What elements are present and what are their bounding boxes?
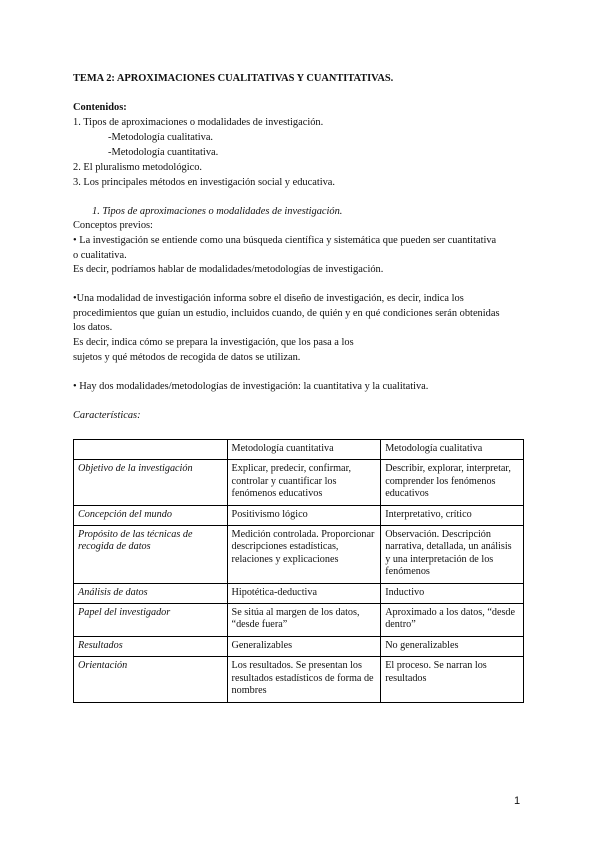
paragraph-line: los datos.: [73, 322, 113, 333]
row-label-cell: Papel del investigador: [74, 604, 228, 637]
table-header-cell: Metodología cuantitativa: [227, 440, 381, 460]
table-row: [74, 460, 524, 505]
paragraph-line: sujetos y qué métodos de recogida de datos se utilizan.: [73, 352, 301, 363]
table-header-row: [74, 440, 524, 460]
comparison-table: [73, 439, 524, 703]
table-row: [74, 583, 524, 603]
contents-item: 2. El pluralismo metodológico.: [73, 162, 203, 173]
row-label-cell: Análisis de datos: [74, 583, 228, 603]
qualitative-cell: Aproximado a los datos, “desde dentro”: [381, 604, 524, 637]
table-header-cell: Metodología cualitativa: [381, 440, 524, 460]
table-row: [74, 505, 524, 525]
row-label-cell: Orientación: [74, 657, 228, 702]
paragraph-line: •Una modalidad de investigación informa sobre el diseño de investigación, es decir, indica los: [73, 293, 464, 304]
contents-item: 3. Los principales métodos en investigación social y educativa.: [73, 177, 336, 188]
paragraph-line: • Hay dos modalidades/metodologías de investigación: la cuantitativa y la cualitativa.: [73, 381, 429, 392]
paragraph-line: • La investigación se entiende como una búsqueda científica y sistemática que pueden ser cuantitativa: [73, 235, 497, 246]
section-heading: 1. Tipos de aproximaciones o modalidades de investigación.: [92, 206, 343, 217]
table-row: [74, 604, 524, 637]
qualitative-cell: Describir, explorar, interpretar, comprender los fenómenos educativos: [381, 460, 524, 505]
paragraph-line: procedimientos que guían un estudio, incluidos cuando, de quién y en qué condiciones serán obtenidas: [73, 308, 500, 319]
qualitative-cell: Inductivo: [381, 583, 524, 603]
paragraph-line: Es decir, podríamos hablar de modalidades/metodologías de investigación.: [73, 264, 384, 275]
row-label-cell: Concepción del mundo: [74, 505, 228, 525]
table-header-cell: [74, 440, 228, 460]
page-number: 1: [514, 795, 521, 807]
row-label-cell: Propósito de las técnicas de recogida de datos: [74, 526, 228, 584]
quantitative-cell: Positivismo lógico: [227, 505, 381, 525]
qualitative-cell: No generalizables: [381, 636, 524, 656]
contents-item: -Metodología cuantitativa.: [108, 147, 219, 158]
paragraph-line: Conceptos previos:: [73, 220, 153, 231]
qualitative-cell: Observación. Descripción narrativa, detallada, un análisis y una interpretación de los fenómenos: [381, 526, 524, 584]
quantitative-cell: Hipotética-deductiva: [227, 583, 381, 603]
table-row: [74, 657, 524, 702]
qualitative-cell: Interpretativo, crítico: [381, 505, 524, 525]
quantitative-cell: Medición controlada. Proporcionar descripciones estadísticas, relaciones y explicaciones: [227, 526, 381, 584]
quantitative-cell: Los resultados. Se presentan los resultados estadísticos de forma de nombres: [227, 657, 381, 702]
contents-heading: Contenidos:: [73, 102, 127, 113]
paragraph-line: Es decir, indica cómo se prepara la investigación, que los pasa a los: [73, 337, 354, 348]
characteristics-label: Características:: [73, 410, 141, 421]
quantitative-cell: Se sitúa al margen de los datos, “desde fuera”: [227, 604, 381, 637]
quantitative-cell: Explicar, predecir, confirmar, controlar y cuantificar los fenómenos educativos: [227, 460, 381, 505]
row-label-cell: Objetivo de la investigación: [74, 460, 228, 505]
qualitative-cell: El proceso. Se narran los resultados: [381, 657, 524, 702]
row-label-cell: Resultados: [74, 636, 228, 656]
contents-item: 1. Tipos de aproximaciones o modalidades de investigación.: [73, 117, 324, 128]
table-row: [74, 526, 524, 584]
document-title: TEMA 2: APROXIMACIONES CUALITATIVAS Y CUANTITATIVAS.: [73, 73, 394, 84]
contents-item: -Metodología cualitativa.: [108, 132, 214, 143]
table-row: [74, 636, 524, 656]
paragraph-line: o cualitativa.: [73, 250, 127, 261]
quantitative-cell: Generalizables: [227, 636, 381, 656]
